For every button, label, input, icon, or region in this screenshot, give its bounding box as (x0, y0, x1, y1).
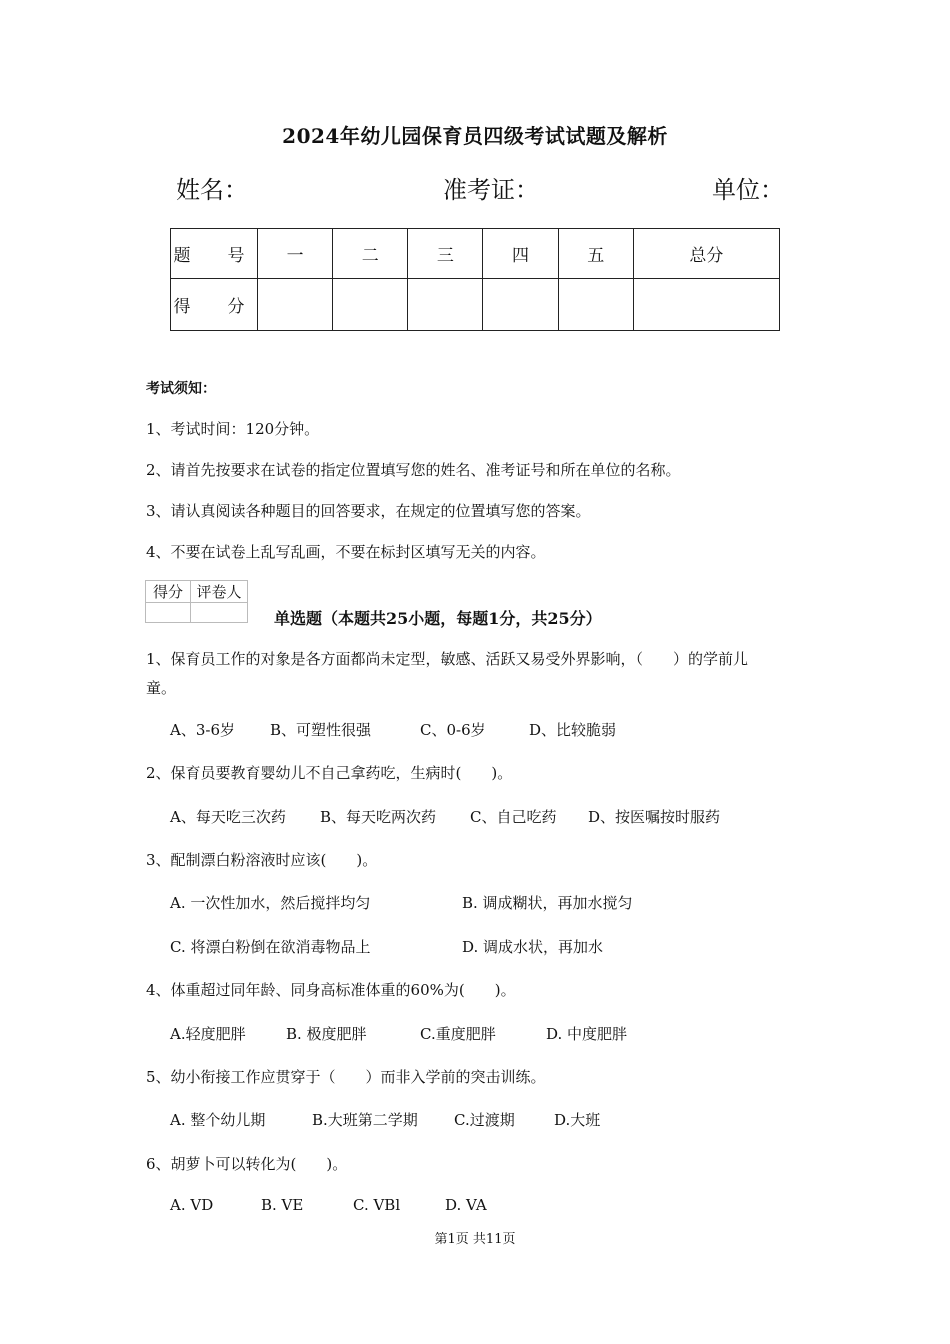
question-stem: 3、配制漂白粉溶液时应该( )。 (146, 851, 378, 869)
option-b: B. VE (261, 1196, 304, 1214)
option-c: C、自己吃药 (470, 808, 557, 826)
option-c: C.过渡期 (454, 1111, 515, 1129)
question-stem: 2、保育员要教育婴幼儿不自己拿药吃，生病时( )。 (146, 764, 513, 782)
grader-reviewer-label: 评卷人 (191, 581, 248, 603)
option-a: A. 整个幼儿期 (170, 1111, 266, 1129)
option-d: D. 中度肥胖 (546, 1025, 628, 1043)
option-d: D. VA (445, 1196, 487, 1214)
notice-item: 2、请首先按要求在试卷的指定位置填写您的姓名、准考证号和所在单位的名称。 (146, 461, 681, 479)
score-table (170, 228, 780, 331)
score-table-score-row (171, 279, 780, 331)
notice-item: 4、不要在试卷上乱写乱画，不要在标封区填写无关的内容。 (146, 543, 546, 561)
option-b: B. 极度肥胖 (286, 1025, 367, 1043)
grader-score-label: 得分 (146, 581, 191, 603)
score-blank-cell[interactable] (408, 279, 483, 331)
score-header-cell: 五 (558, 229, 633, 279)
question-stem: 1、保育员工作的对象是各方面都尚未定型，敏感、活跃又易受外界影响，（ ）的学前儿 (146, 650, 749, 668)
option-d: D. 调成水状，再加水 (462, 938, 604, 956)
grader-table (145, 580, 248, 623)
option-d: D、比较脆弱 (529, 721, 617, 739)
score-table-header-row (171, 229, 780, 279)
question-stem: 5、幼小衔接工作应贯穿于（ ）而非入学前的突击训练。 (146, 1068, 546, 1086)
option-c: C. VBl (353, 1196, 401, 1214)
score-header-cell: 四 (483, 229, 558, 279)
page-footer: 第1页 共11页 (434, 1232, 516, 1247)
option-c: C.重度肥胖 (420, 1025, 496, 1043)
section-title: 单选题（本题共25小题，每题1分，共25分） (274, 609, 602, 628)
option-c: C、0-6岁 (420, 721, 486, 739)
score-blank-cell[interactable] (258, 279, 333, 331)
option-b: B.大班第二学期 (312, 1111, 418, 1129)
option-a: A. 一次性加水，然后搅拌均匀 (170, 894, 371, 912)
option-d: D、按医嘱按时服药 (588, 808, 721, 826)
grader-score-blank[interactable] (146, 603, 191, 623)
option-a: A、3-6岁 (170, 721, 235, 739)
exam-id-label: 准考证： (443, 176, 539, 204)
score-blank-cell[interactable] (558, 279, 633, 331)
score-header-cell: 二 (333, 229, 408, 279)
question-stem-continued: 童。 (146, 679, 177, 697)
option-b: B、可塑性很强 (270, 721, 372, 739)
score-header-cell: 三 (408, 229, 483, 279)
notice-item: 1、考试时间：120分钟。 (146, 420, 320, 438)
document-title: 2024年幼儿园保育员四级考试试题及解析 (282, 124, 668, 148)
score-header-cell: 总分 (633, 229, 779, 279)
notice-item: 3、请认真阅读各种题目的回答要求，在规定的位置填写您的答案。 (146, 502, 591, 520)
score-blank-cell[interactable] (633, 279, 779, 331)
option-b: B. 调成糊状，再加水搅匀 (462, 894, 633, 912)
score-blank-cell[interactable] (333, 279, 408, 331)
score-header-cell: 题 号 (171, 229, 258, 279)
option-a: A.轻度肥胖 (170, 1025, 246, 1043)
question-stem: 6、胡萝卜可以转化为( )。 (146, 1155, 348, 1173)
score-header-cell: 一 (258, 229, 333, 279)
option-b: B、每天吃两次药 (320, 808, 437, 826)
name-label: 姓名： (176, 176, 248, 204)
option-d: D.大班 (554, 1111, 601, 1129)
option-a: A. VD (170, 1196, 214, 1214)
grader-reviewer-blank[interactable] (191, 603, 248, 623)
notice-title: 考试须知： (146, 381, 216, 397)
option-a: A、每天吃三次药 (170, 808, 286, 826)
question-stem: 4、体重超过同年龄、同身高标准体重的60%为( )。 (146, 981, 516, 999)
option-c: C. 将漂白粉倒在欲消毒物品上 (170, 938, 371, 956)
unit-label: 单位： (712, 176, 784, 204)
score-row-label: 得 分 (171, 279, 258, 331)
score-blank-cell[interactable] (483, 279, 558, 331)
